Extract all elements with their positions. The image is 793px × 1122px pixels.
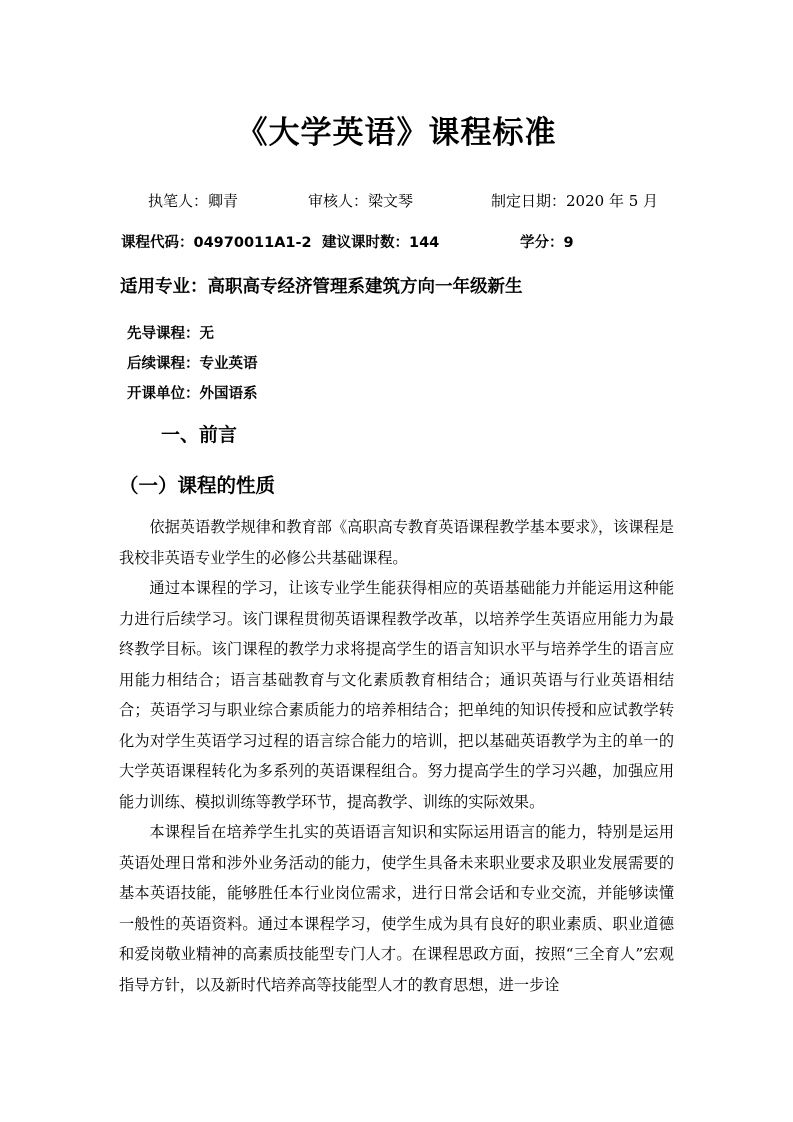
course-code: 课程代码：04970011A1-2 — [121, 235, 312, 251]
reviewer-label: 审核人：梁文琴 — [308, 192, 414, 210]
section-heading: 一、前言 — [161, 424, 238, 446]
followup-course: 后续课程：专业英语 — [127, 356, 258, 372]
offering-department: 开课单位：外国语系 — [127, 386, 258, 402]
body-paragraph-2: 通过本课程的学习，让该专业学生能获得相应的英语基础能力并能运用这种能力进行后续学习。该门课程贯彻英语课程教学改革，以培养学生英语应用能力为最终教学目标。该门课程的教学力求将提高学生的语言知识水平与培养学生的语言应用能力相结合；语言基础教育与文化素质教育相结合；通识英语与行业英语相结合；英语学习与职业综合素质能力的培养相结合；把单纯的知识传授和应试教学转化为对学生英语学习过程的语言综合能力的培训，把以基础英语教学为主的单一的大学英语课程转化为多系列的英语课程组合。努力提高学生的学习兴趣，加强应用能力训练、模拟训练等教学环节，提高教学、训练的实际效果。 — [119, 579, 674, 811]
document-title: 《大学英语》课程标准 — [236, 115, 557, 151]
body-paragraph-1: 依据英语教学规律和教育部《高职高专教育英语课程教学基本要求》，该课程是我校非英语专业学生的必修公共基础课程。 — [119, 518, 674, 567]
course-hours: 建议课时数：144 — [322, 235, 440, 251]
prerequisite-course: 先导课程：无 — [127, 326, 214, 342]
course-credits: 学分：9 — [520, 235, 574, 251]
body-paragraph-3: 本课程旨在培养学生扎实的英语语言知识和实际运用语言的能力，特别是运用英语处理日常和涉外业务活动的能力，使学生具备未来职业要求及职业发展需要的基本英语技能，能够胜任本行业岗位需求，进行日常会话和专业交流，并能够读懂一般性的英语资料。通过本课程学习，使学生成为具有良好的职业素质、职业道德和爱岗敬业精神的高素质技能型专门人才。在课程思政方面，按照“三全育人”宏观指导方针，以及新时代培养高等技能型人才的教育思想，进一步诠 — [119, 823, 674, 994]
author-label: 执笔人：卿青 — [148, 192, 239, 210]
date-label: 制定日期：2020 年 5 月 — [491, 192, 659, 210]
subsection-heading: （一）课程的性质 — [119, 474, 276, 497]
applicable-major: 适用专业：高职高专经济管理系建筑方向一年级新生 — [120, 277, 523, 297]
